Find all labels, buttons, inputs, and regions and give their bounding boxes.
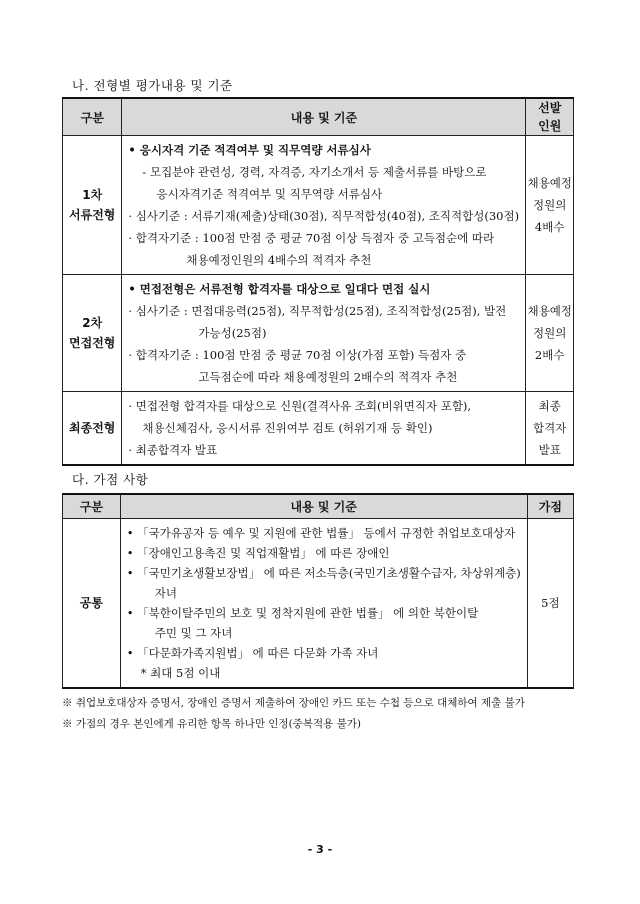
row-content xyxy=(122,136,526,275)
content-line: · 최종합격자 발표 xyxy=(128,443,218,457)
selection-line: 정원의 xyxy=(533,326,567,340)
selection-line: 채용예정 xyxy=(527,176,572,190)
content-line: 주민 및 그 자녀 xyxy=(154,625,233,640)
content-line: • 「국민기초생활보장법」 에 따른 저소득층(국민기초생활수급자, 차상위계층) xyxy=(126,565,521,580)
table-row-common xyxy=(63,518,574,688)
header-points: 가점 xyxy=(527,494,573,518)
content-line: * 최대 5점 이내 xyxy=(140,665,221,680)
content-line: 채용신체검사, 응시서류 진위여부 검토 (허위기재 등 확인) xyxy=(142,421,433,435)
content-line: - 모집분야 관련성, 경력, 자격증, 자기소개서 등 제출서류를 바탕으로 xyxy=(142,165,487,179)
row-category-stage: 1차 xyxy=(82,188,103,202)
section-b-title: 다. 가점 사항 xyxy=(72,472,149,487)
row-category xyxy=(63,275,122,392)
content-line: • 「장애인고용촉진 및 직업재활법」 에 따른 장애인 xyxy=(126,545,390,560)
row-category-stage: 2차 xyxy=(82,316,103,330)
content-line: • 「다문화가족지원법」 에 따른 다문화 가족 자녀 xyxy=(126,645,379,660)
header-content: 내용 및 기준 xyxy=(122,98,526,136)
table-row-final xyxy=(63,392,574,466)
row-category-name: 서류전형 xyxy=(69,208,116,222)
content-line: • 「북한이탈주민의 보호 및 정착지원에 관한 법률」 에 의한 북한이탈 xyxy=(126,605,479,620)
selection-line: 채용예정 xyxy=(527,304,572,318)
content-line: 채용예정인원의 4배수의 적격자 추천 xyxy=(186,253,372,267)
header-content: 내용 및 기준 xyxy=(120,494,527,518)
content-line: · 심사기준 : 면접대응력(25점), 직무적합성(25점), 조직적합성(25점), 발전 xyxy=(128,304,507,318)
row-category: 공통 xyxy=(63,518,121,688)
row-category-name: 최종전형 xyxy=(69,421,116,435)
selection-line: 합격자 xyxy=(533,421,567,435)
selection-line: 2배수 xyxy=(534,348,565,362)
content-line: • 「국가유공자 등 예우 및 지원에 관한 법률」 등에서 규정한 취업보호대상자 xyxy=(126,525,516,540)
selection-line: 최종 xyxy=(538,399,561,413)
content-line: 고득점순에 따라 채용예정원의 2배수의 적격자 추천 xyxy=(198,370,458,384)
header-category: 구분 xyxy=(63,98,122,136)
header-category: 구분 xyxy=(63,494,121,518)
evaluation-criteria-table xyxy=(62,97,574,466)
header-selection-line1: 선발 xyxy=(538,101,562,115)
content-line: · 합격자기준 : 100점 만점 중 평균 70점 이상(가점 포함) 득점자 중 xyxy=(128,348,467,362)
content-line: • 면접전형은 서류전형 합격자를 대상으로 일대다 면접 실시 xyxy=(128,282,431,296)
row-content xyxy=(120,518,527,688)
header-selection xyxy=(526,98,574,136)
bonus-points-table xyxy=(62,493,574,689)
selection-line: 발표 xyxy=(538,443,561,457)
table-header-row xyxy=(63,98,574,136)
row-content xyxy=(122,275,526,392)
row-selection xyxy=(526,392,574,466)
row-category xyxy=(63,392,122,466)
table-row-interview xyxy=(63,275,574,392)
content-line: · 심사기준 : 서류기재(제출)상태(30점), 직무적합성(40점), 조직적합성(30점) xyxy=(128,209,520,223)
table-header-row xyxy=(63,494,574,518)
selection-line: 정원의 xyxy=(533,198,567,212)
selection-line: 4배수 xyxy=(534,220,565,234)
content-line: · 면접전형 합격자를 대상으로 신원(결격사유 조회(비위면직자 포함), xyxy=(128,399,472,413)
row-category xyxy=(63,136,122,275)
footnote: ※ 가점의 경우 본인에게 유리한 항목 하나만 인정(중복적용 불가) xyxy=(62,718,361,730)
row-points: 5점 xyxy=(527,518,573,688)
row-selection xyxy=(526,275,574,392)
row-selection xyxy=(526,136,574,275)
header-selection-line2: 인원 xyxy=(538,119,562,133)
table-row-document-screening xyxy=(63,136,574,275)
content-line: 응시자격기준 적격여부 및 직무역량 서류심사 xyxy=(156,187,383,201)
content-line: • 응시자격 기준 적격여부 및 직무역량 서류심사 xyxy=(128,143,371,157)
row-content xyxy=(122,392,526,466)
page-number: - 3 - xyxy=(307,843,333,856)
section-a-title: 나. 전형별 평가내용 및 기준 xyxy=(72,78,233,93)
footnote: ※ 취업보호대상자 증명서, 장애인 증명서 제출하여 장애인 카드 또는 수첩 등으로 대체하여 제출 불가 xyxy=(62,697,525,709)
row-category-name: 면접전형 xyxy=(69,336,116,350)
content-line: 자녀 xyxy=(154,585,177,600)
content-line: 가능성(25점) xyxy=(198,326,267,340)
content-line: · 합격자기준 : 100점 만점 중 평균 70점 이상 득점자 중 고득점순에 따라 xyxy=(128,231,495,245)
